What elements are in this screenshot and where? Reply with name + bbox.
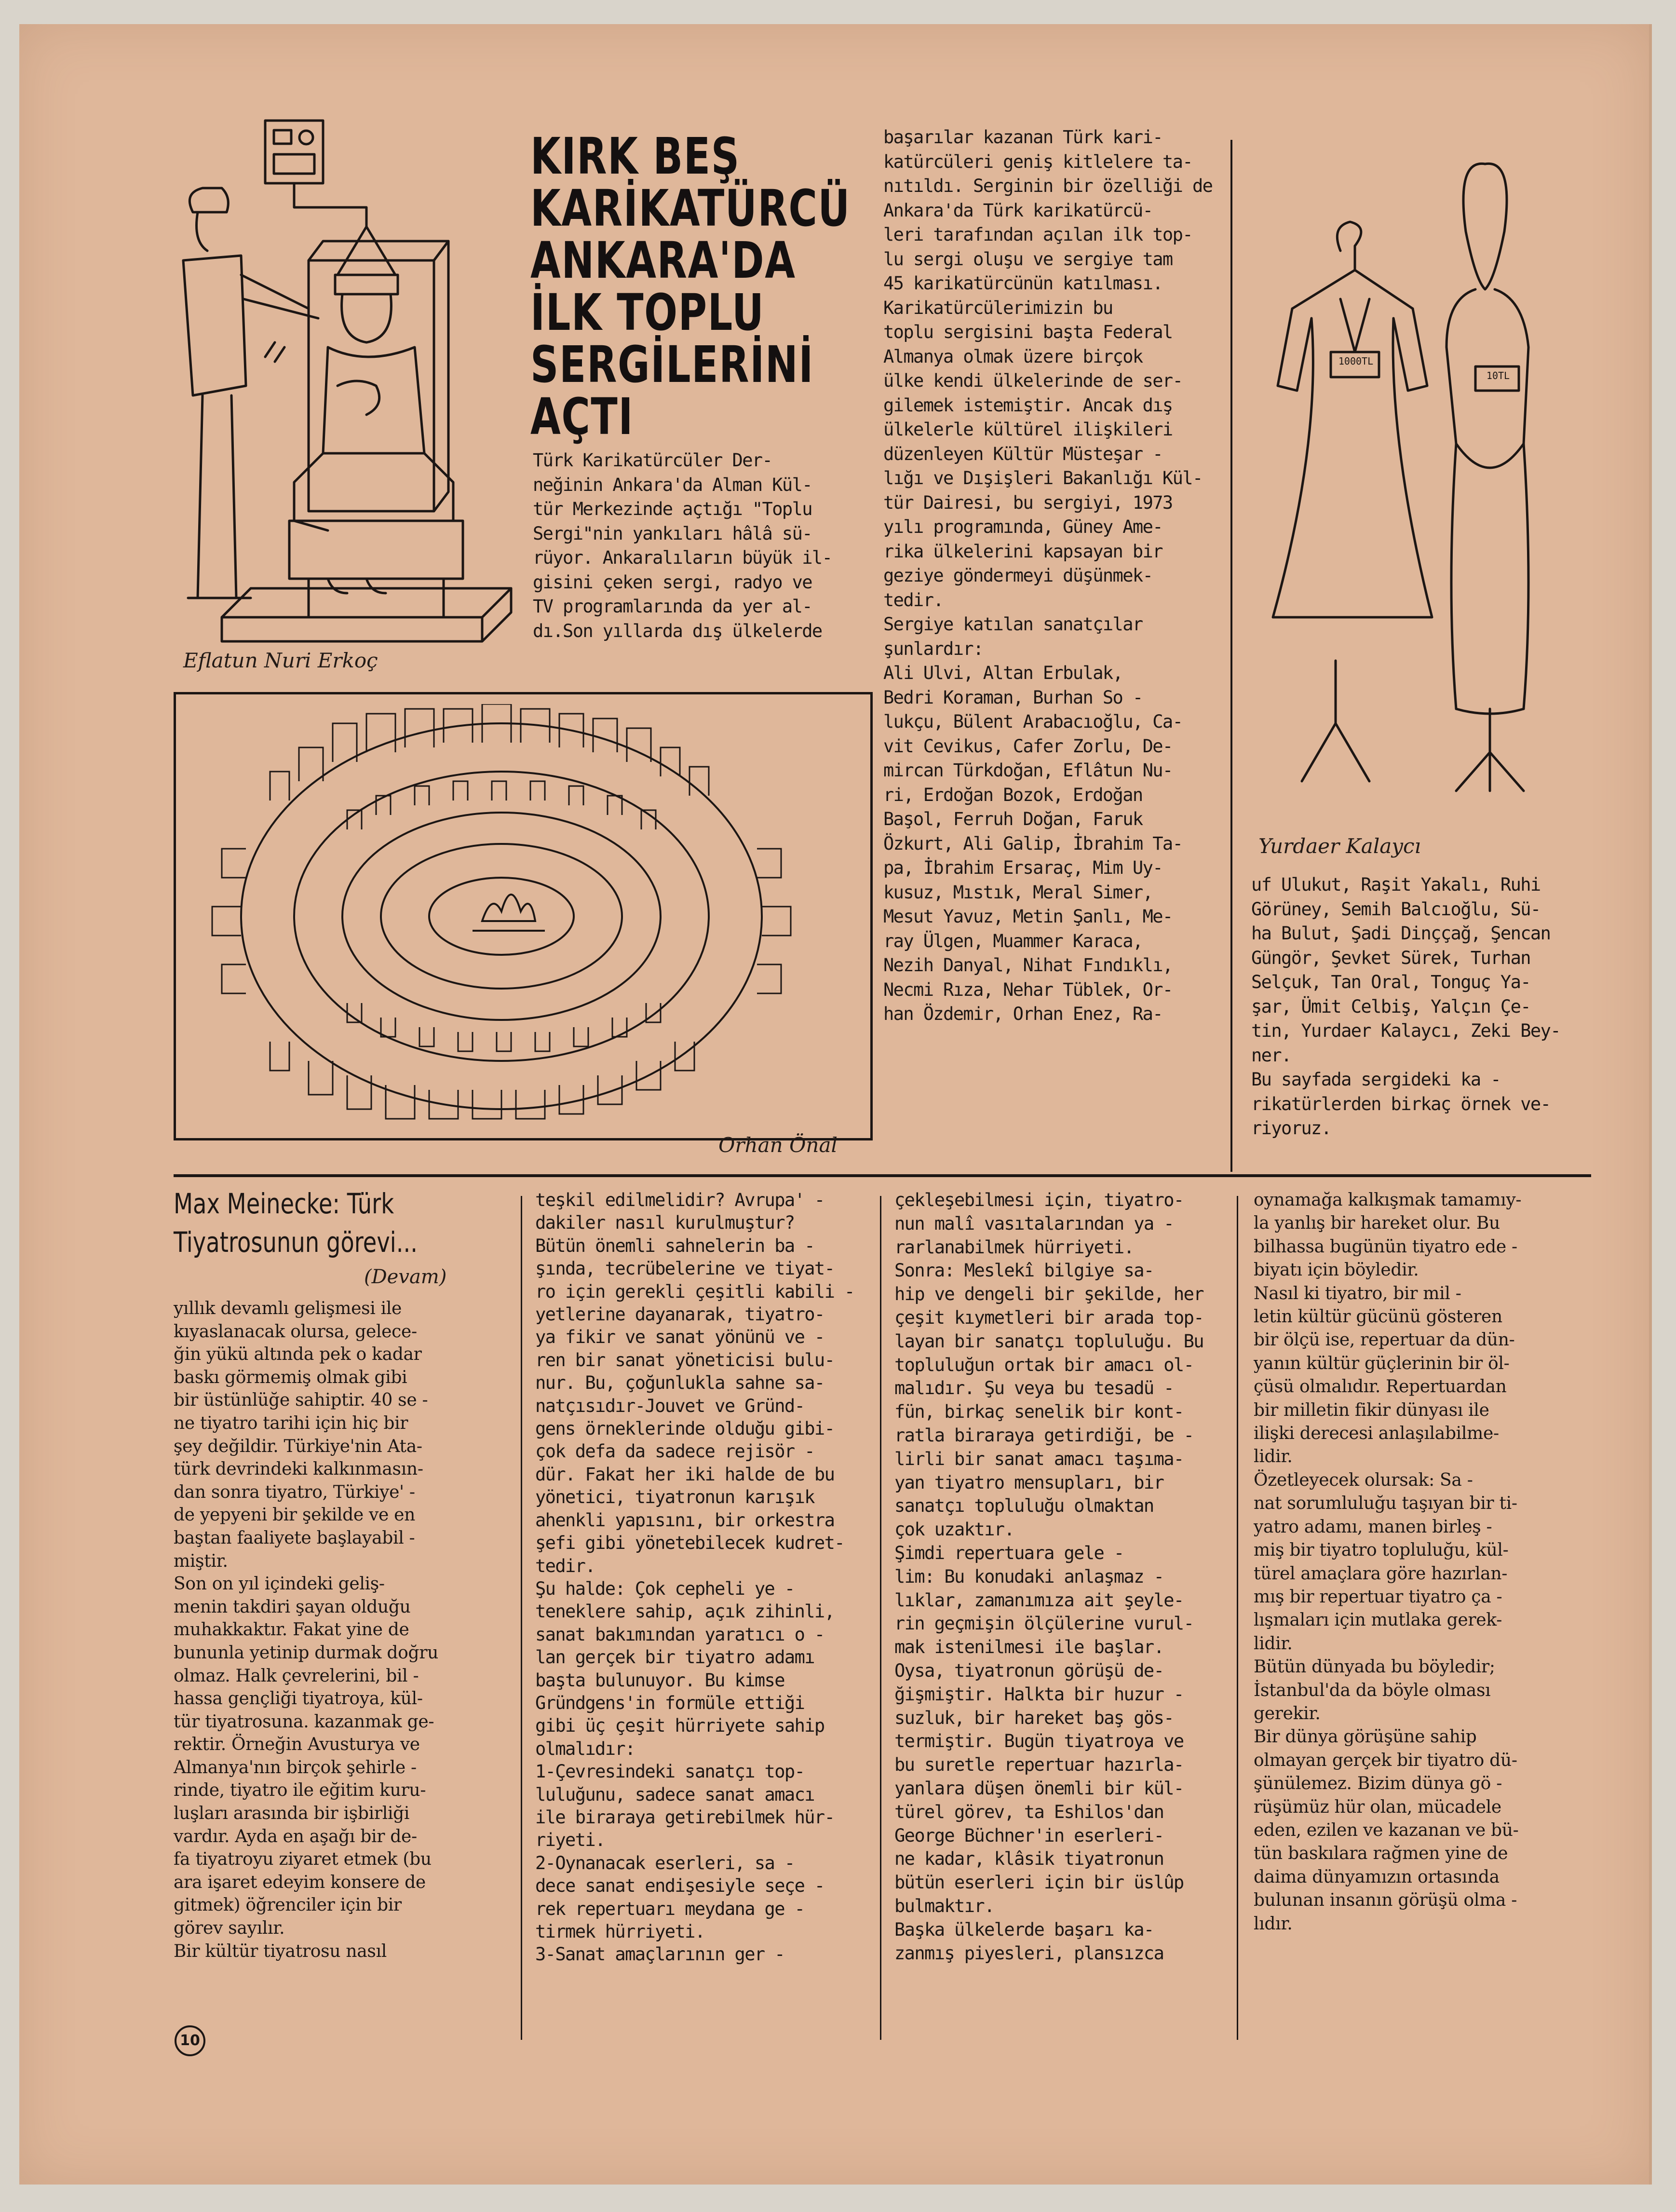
column-rule-2b [880,1196,881,2040]
second-article-title-2: Tiyatrosunun görevi... [174,1226,418,1259]
article-col3: başarılar kazanan Türk kari- katürcüleri geniş kitlelere ta- nıtıldı. Serginin bir özelliği de Ankara'da Türk karikatürcü- leri tarafından açılan ilk top- lu sergi oluşu ve sergiye tam 45 karikatürcünün katılması. Karikatürcülerimizin bu toplu sergisini başta Federal Almanya olmak üzere birçok ülke kendi ülkelerinde de ser- gilemek istemiştir. Ancak dış ülkelerle kültürel ilişkileri düzenleyen Kültür Müsteşar - lığı ve Dışişleri Bakanlığı Kül- tür Dairesi, bu sergiyi, 1973 yılı programında, Güney Ame- rika ülkelerini kapsayan bir geziye göndermeyi düşünmek- tedir. Sergiye katılan sanatçılar şunlardır: Ali Ulvi, Altan Erbulak, Bedri Koraman, Burhan So - lukçu, Bülent Arabacıoğlu, Ca- vit Cevikus, Cafer Zorlu, De- mircan Türkdoğan, Eflâtun Nu- ri, Erdoğan Bozok, Erdoğan Başol, Ferruh Doğan, Faruk Özkurt, Ali Galip, İbrahim Ta- pa, İbrahim Ersaraç, Mim Uy- kusuz, Mıstık, Meral Simer, Mesut Yavuz, Metin Şanlı, Me- ray Ülgen, Muammer Karaca, Nezih Danyal, Nihat Fındıklı, Necmi Rıza, Nehar Tüblek, Or- han Özdemir, Orhan Enez, Ra- [883,127,1213,1024]
article-headline: KIRK BEŞ KARİKATÜRCÜ ANKARA'DA İLK TOPLU SERGİLERİNİ AÇTI [530,127,851,446]
second-article-col3: çekleşebilmesi için, tiyatro- nun malî vasıtalarından ya - rarlanabilmek hürriyeti. Sonra: Meslekî bilgiye sa- hip ve dengeli bir şekilde, her çeşit kıymetleri bir arada top- layan bir sanatçı topluluğu. Bu topluluğun ortak bir amacı ol- malıdır. Şu veya bu tesadü - fün, birkaç senelik bir kont- ratla biraraya getirdiği, be - lirli bir sanat amacı taşıma- yan tiyatro mensupları, bir sanatçı topluluğu olmaktan çok uzaktır. Şimdi repertuara gele - lim: Bu konudaki anlaşmaz - lıklar, zamanımıza ait şeyle- rin geçmişin ölçülerine vurul- mak istenilmesi ile başlar. Oysa, tiyatronun görüşü de- ğişmiştir. Halkta bir huzur - suzluk, bir hareket baş gös- termiştir. Bugün tiyatroya ve bu suretle repertuar hazırla- yanlara düşen önemli bir kül- türel görev, ta Eshilos'dan George Büchner'in eserleri- ne kadar, klâsik tiyatronun bütün eserleri için bir üslûp bulmaktır. Başka ülkelerde başarı ka- zanmış piyesleri, plansızca [894,1190,1203,1964]
second-article-continued: (Devam) [364,1266,447,1288]
cartoon-city-circle [203,704,829,1124]
second-article-title-1: Max Meinecke: Türk [174,1187,394,1220]
cartoon-caption-kalayci: Yurdaer Kalaycı [1258,834,1421,858]
newspaper-page [19,24,1652,2185]
article-col4: uf Ulukut, Raşit Yakalı, Ruhi Görüney, Semih Balcıoğlu, Sü- ha Bulut, Şadi Dinççağ, Şencan Güngör, Şevket Sürek, Turhan Selçuk, Tan Oral, Tonguç Ya- şar, Ümit Celbiş, Yalçın Çe- tin, Yurdaer Kalaycı, Zeki Bey- ner. Bu sayfada sergideki ka - rikatürlerden birkaç örnek ve- riyoruz. [1251,874,1560,1139]
second-article-col2: teşkil edilmelidir? Avrupa' - dakiler nasıl kurulmuştur? Bütün önemli sahnelerin ba - şında, tecrübelerine ve tiyat- ro için gerekli çeşitli kabili - yetlerine dayanarak, tiyatro- ya fikir ve sanat yönünü ve - ren bir sanat yöneticisi bulu- nur. Bu, çoğunlukla sahne sa- natçısıdır-Jouvet ve Gründ- gens örneklerinde olduğu gibi- çok defa da sadece rejisör - dür. Fakat her iki halde de bu yönetici, tiyatronun karışık ahenkli yapısını, bir orkestra şefi gibi yönetebilecek kudret- tedir. Şu halde: Çok cepheli ye - teneklere sahip, açık zihinli, sanat bakımından yaratıcı o - lan gerçek bir tiyatro adamı başta bulunuyor. Bu kimse Gründgens'in formüle ettiği gibi üç çeşit hürriyete sahip olmalıdır: 1-Çevresindeki sanatçı top- luluğunu, sadece sanat amacı ile biraraya getirebilmek hür- riyeti. 2-Oynanacak eserleri, sa - dece sanat endişesiyle seçe - rek repertuarı meydana ge - tirmek hürriyeti. 3-Sanat amaçlarının ger - [535,1190,854,1965]
page-number-label: 10 [180,2032,200,2049]
article-intro: Türk Karikatürcüler Der- neğinin Ankara'da Alman Kül- tür Merkezinde açtığı "Toplu Sergi"nin yankıları hâlâ sü- rüyor. Ankaralıların büyük il- gisini çeken sergi, radyo ve TV programlarında da yer al- dı.Son yıllarda dış ülkelerde [533,450,832,641]
column-rule-2c [1237,1196,1238,2040]
page-number [175,2025,205,2056]
cartoon-caption-onal: Orhan Önal [718,1133,838,1157]
price-tag-10: 10TL [1486,370,1510,381]
cartoon-mannequin-dresses [1263,154,1591,810]
column-rule-2a [521,1196,522,2040]
cartoon-patient-chair [164,116,530,685]
second-article-col1: yıllık devamlı gelişmesi ile kıyaslanacak olursa, gelece- ğin yükü altında pek o kadar baskı görmemiş olmak gibi bir üstünlüğe sahiptir. 40 se - ne tiyatro tarihi için hiç bir şey değildir. Türkiye'nin Ata- türk devrindeki kalkınmasın- dan sonra tiyatro, Türkiye' - de yepyeni bir şekilde ve en baştan faaliyete başlayabil - miştir. Son on yıl içindeki geliş- menin takdiri şayan olduğu muhakkaktır. Fakat yine de bununla yetinip durmak doğru olmaz. Halk çevrelerini, bil - hassa gençliği tiyatroya, kül- tür tiyatrosuna. kazanmak ge- rektir. Örneğin Avusturya ve Almanya'nın birçok şehirle - rinde, tiyatro ile eğitim kuru- luşları arasında bir işbirliği vardır. Ayda en aşağı bir de- fa tiyatroyu ziyaret etmek (bu ara işaret edeyim konsere de gitmek) öğrenciler için bir görev sayılır. Bir kültür tiyatrosu nasıl [174,1299,439,1961]
price-tag-1000: 1000TL [1338,355,1374,367]
cartoon-caption-erkoc: Eflatun Nuri Erkoç [183,649,378,672]
column-rule-vertical [1230,140,1232,1172]
second-article-col4: oynamağa kalkışmak tamamıy- la yanlış bir hareket olur. Bu bilhassa bugünün tiyatro ede - biyatı için böyledir. Nasıl ki tiyatro, bir mil - letin kültür gücünü gösteren bir ölçü ise, repertuar da dün- yanın kültür güçlerinin bir öl- çüsü olmalıdır. Repertuardan bir milletin fikir dünyası ile ilişki derecesi anlaşılabilme- lidir. Özetleyecek olursak: Sa - nat sorumluluğu taşıyan bir ti- yatro adamı, manen birleş - miş bir tiyatro topluluğu, kül- türel amaçlara göre hazırlan- mış bir repertuar tiyatro ça - lışmaları için mutlaka gerek- lidir. Bütün dünyada bu böyledir; İstanbul'da da böyle olması gerekir. Bir dünya görüşüne sahip olmayan gerçek bir tiyatro dü- şünülemez. Bizim dünya gö - rüşümüz hür olan, mücadele eden, ezilen ve kazanan ve bü- tün baskılara rağmen yine de daima dünyamızın ortasında bulunan insanın görüşü olma - lıdır. [1254,1190,1522,1934]
section-rule-horizontal [174,1174,1591,1177]
